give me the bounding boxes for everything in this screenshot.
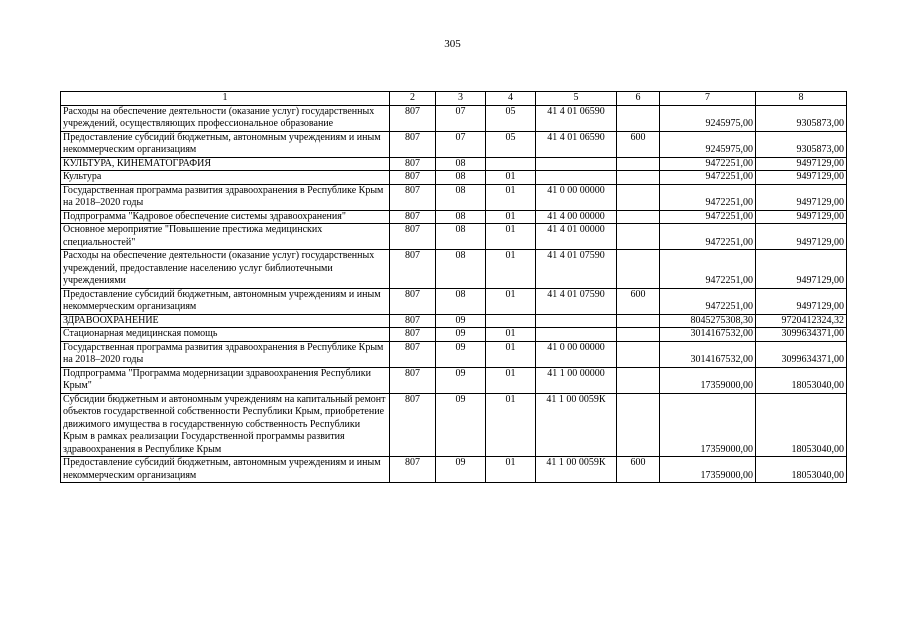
code-pr-cell: 05: [486, 105, 536, 131]
code-gr-cell: 807: [390, 341, 436, 367]
code-vr-cell: 600: [617, 131, 660, 157]
code-pr-cell: 01: [486, 184, 536, 210]
code-csr-cell: 41 1 00 0059К: [536, 457, 617, 483]
code-rz-cell: 08: [436, 210, 486, 224]
code-csr-cell: 41 4 01 06590: [536, 105, 617, 131]
amount-2019-cell: 17359000,00: [660, 393, 756, 457]
amount-2020-cell: 9305873,00: [756, 105, 847, 131]
row-name-cell: Основное мероприятие "Повышение престижа медицинских специальностей": [61, 224, 390, 250]
code-gr-cell: 807: [390, 184, 436, 210]
amount-2019-cell: 9472251,00: [660, 210, 756, 224]
code-rz-cell: 09: [436, 393, 486, 457]
table-row: [61, 224, 847, 250]
code-pr-cell: 01: [486, 288, 536, 314]
code-vr-cell: [617, 328, 660, 342]
row-name-cell: ЗДРАВООХРАНЕНИЕ: [61, 314, 390, 328]
table-row: [61, 457, 847, 483]
amount-2019-cell: 8045275308,30: [660, 314, 756, 328]
table-row: [61, 210, 847, 224]
amount-2020-cell: 3099634371,00: [756, 328, 847, 342]
code-rz-cell: 08: [436, 224, 486, 250]
code-csr-cell: 41 0 00 00000: [536, 341, 617, 367]
code-csr-cell: 41 4 01 07590: [536, 250, 617, 289]
amount-2020-cell: 9497129,00: [756, 171, 847, 185]
code-pr-cell: [486, 157, 536, 171]
code-csr-cell: 41 1 00 0059К: [536, 393, 617, 457]
amount-2020-cell: 3099634371,00: [756, 341, 847, 367]
code-vr-cell: [617, 367, 660, 393]
header-cell: 1: [61, 92, 390, 106]
table-row: [61, 367, 847, 393]
code-pr-cell: 05: [486, 131, 536, 157]
code-vr-cell: [617, 250, 660, 289]
code-vr-cell: [617, 157, 660, 171]
code-rz-cell: 08: [436, 288, 486, 314]
amount-2020-cell: 18053040,00: [756, 393, 847, 457]
amount-2020-cell: 9720412324,32: [756, 314, 847, 328]
table-row: [61, 250, 847, 289]
code-vr-cell: 600: [617, 288, 660, 314]
code-gr-cell: 807: [390, 328, 436, 342]
table-row: [61, 328, 847, 342]
row-name-cell: Стационарная медицинская помощь: [61, 328, 390, 342]
amount-2019-cell: 3014167532,00: [660, 328, 756, 342]
row-name-cell: Государственная программа развития здравоохранения в Республике Крым на 2018–2020 годы: [61, 184, 390, 210]
amount-2020-cell: 9497129,00: [756, 157, 847, 171]
code-pr-cell: 01: [486, 393, 536, 457]
code-pr-cell: 01: [486, 224, 536, 250]
code-rz-cell: 09: [436, 457, 486, 483]
code-pr-cell: 01: [486, 210, 536, 224]
code-rz-cell: 07: [436, 105, 486, 131]
code-pr-cell: [486, 314, 536, 328]
row-name-cell: Государственная программа развития здравоохранения в Республике Крым на 2018–2020 годы: [61, 341, 390, 367]
table-row: [61, 393, 847, 457]
code-pr-cell: 01: [486, 171, 536, 185]
table-row: [61, 314, 847, 328]
row-name-cell: Подпрограмма "Программа модернизации здравоохранения Республики Крым": [61, 367, 390, 393]
code-csr-cell: 41 4 01 07590: [536, 288, 617, 314]
code-vr-cell: [617, 184, 660, 210]
code-csr-cell: [536, 314, 617, 328]
amount-2019-cell: 9472251,00: [660, 250, 756, 289]
header-cell: 8: [756, 92, 847, 106]
code-gr-cell: 807: [390, 457, 436, 483]
code-rz-cell: 09: [436, 341, 486, 367]
header-cell: 7: [660, 92, 756, 106]
amount-2020-cell: 9497129,00: [756, 250, 847, 289]
table-row: [61, 288, 847, 314]
header-cell: 2: [390, 92, 436, 106]
code-rz-cell: 09: [436, 367, 486, 393]
header-cell: 4: [486, 92, 536, 106]
code-rz-cell: 07: [436, 131, 486, 157]
amount-2020-cell: 9497129,00: [756, 288, 847, 314]
code-csr-cell: [536, 157, 617, 171]
code-gr-cell: 807: [390, 367, 436, 393]
code-vr-cell: [617, 393, 660, 457]
row-name-cell: Подпрограмма "Кадровое обеспечение системы здравоохранения": [61, 210, 390, 224]
code-pr-cell: 01: [486, 367, 536, 393]
row-name-cell: Предоставление субсидий бюджетным, автономным учреждениям и иным некоммерческим организациям: [61, 288, 390, 314]
code-gr-cell: 807: [390, 131, 436, 157]
page-number: 305: [444, 38, 461, 50]
amount-2020-cell: 18053040,00: [756, 367, 847, 393]
code-vr-cell: [617, 224, 660, 250]
code-rz-cell: 08: [436, 171, 486, 185]
header-cell: 5: [536, 92, 617, 106]
row-name-cell: Предоставление субсидий бюджетным, автономным учреждениям и иным некоммерческим организациям: [61, 131, 390, 157]
code-vr-cell: [617, 210, 660, 224]
code-csr-cell: [536, 328, 617, 342]
code-csr-cell: 41 4 01 00000: [536, 224, 617, 250]
code-gr-cell: 807: [390, 210, 436, 224]
code-gr-cell: 807: [390, 288, 436, 314]
amount-2019-cell: 3014167532,00: [660, 341, 756, 367]
amount-2020-cell: 9497129,00: [756, 210, 847, 224]
amount-2020-cell: 9305873,00: [756, 131, 847, 157]
table-row: [61, 105, 847, 131]
code-vr-cell: [617, 105, 660, 131]
code-csr-cell: 41 1 00 00000: [536, 367, 617, 393]
code-gr-cell: 807: [390, 393, 436, 457]
row-name-cell: Расходы на обеспечение деятельности (оказание услуг) государственных учреждений, осуществляющих профессиональное образование: [61, 105, 390, 131]
amount-2019-cell: 9472251,00: [660, 224, 756, 250]
table-row: [61, 184, 847, 210]
row-name-cell: Субсидии бюджетным и автономным учреждениям на капитальный ремонт объектов государственной собственности Республики Крым, приобретение движимого имущества в государственную собственность Республики Крым в рамках реализации Государственной программы развития здравоохранения в Республике Крым: [61, 393, 390, 457]
table-row: [61, 131, 847, 157]
code-vr-cell: 600: [617, 457, 660, 483]
table-header-row: [61, 92, 847, 106]
amount-2019-cell: 9472251,00: [660, 184, 756, 210]
code-pr-cell: 01: [486, 457, 536, 483]
code-vr-cell: [617, 314, 660, 328]
code-pr-cell: 01: [486, 328, 536, 342]
code-gr-cell: 807: [390, 105, 436, 131]
code-rz-cell: 09: [436, 328, 486, 342]
header-cell: 3: [436, 92, 486, 106]
table-row: [61, 341, 847, 367]
code-csr-cell: 41 4 00 00000: [536, 210, 617, 224]
code-pr-cell: 01: [486, 250, 536, 289]
code-rz-cell: 08: [436, 250, 486, 289]
row-name-cell: Культура: [61, 171, 390, 185]
code-gr-cell: 807: [390, 314, 436, 328]
amount-2019-cell: 9472251,00: [660, 288, 756, 314]
budget-table: [60, 91, 847, 483]
row-name-cell: Расходы на обеспечение деятельности (оказание услуг) государственных учреждений, предоставление населению услуг библиотечными учреждениями: [61, 250, 390, 289]
row-name-cell: КУЛЬТУРА, КИНЕМАТОГРАФИЯ: [61, 157, 390, 171]
table-row: [61, 171, 847, 185]
code-gr-cell: 807: [390, 157, 436, 171]
amount-2020-cell: 9497129,00: [756, 184, 847, 210]
code-rz-cell: 09: [436, 314, 486, 328]
amount-2019-cell: 9245975,00: [660, 105, 756, 131]
amount-2019-cell: 17359000,00: [660, 367, 756, 393]
code-csr-cell: 41 4 01 06590: [536, 131, 617, 157]
code-gr-cell: 807: [390, 171, 436, 185]
table-row: [61, 157, 847, 171]
code-vr-cell: [617, 341, 660, 367]
code-vr-cell: [617, 171, 660, 185]
amount-2020-cell: 9497129,00: [756, 224, 847, 250]
code-rz-cell: 08: [436, 184, 486, 210]
row-name-cell: Предоставление субсидий бюджетным, автономным учреждениям и иным некоммерческим организациям: [61, 457, 390, 483]
code-csr-cell: 41 0 00 00000: [536, 184, 617, 210]
code-gr-cell: 807: [390, 250, 436, 289]
amount-2019-cell: 9472251,00: [660, 157, 756, 171]
amount-2019-cell: 17359000,00: [660, 457, 756, 483]
amount-2020-cell: 18053040,00: [756, 457, 847, 483]
header-cell: 6: [617, 92, 660, 106]
amount-2019-cell: 9245975,00: [660, 131, 756, 157]
code-pr-cell: 01: [486, 341, 536, 367]
code-gr-cell: 807: [390, 224, 436, 250]
code-csr-cell: [536, 171, 617, 185]
code-rz-cell: 08: [436, 157, 486, 171]
amount-2019-cell: 9472251,00: [660, 171, 756, 185]
